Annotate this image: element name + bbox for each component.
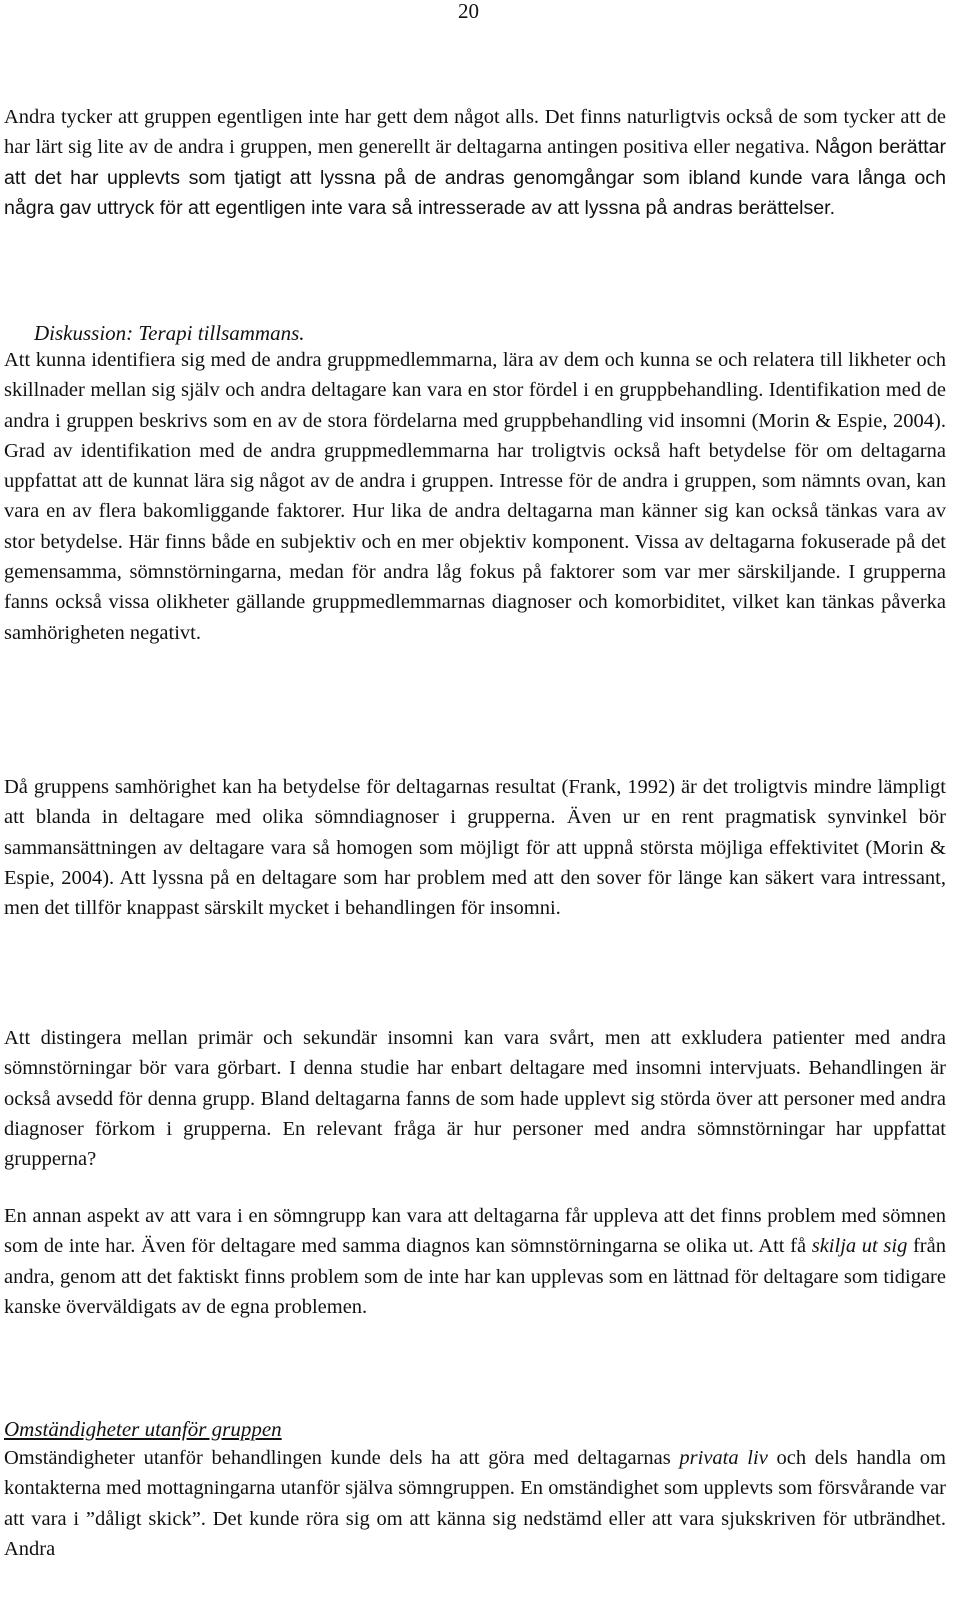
section-heading-omstandigheter: Omständigheter utanför gruppen — [4, 1417, 282, 1441]
section-heading-terapi-tillsammans: Diskussion: Terapi tillsammans. — [34, 321, 305, 345]
paragraph-5-text-start: En annan aspekt av att vara i en sömngrupp kan vara att deltagarna får uppleva att det finns problem med sömnen som de inte har. Även för deltagare med samma diagnos kan sömnstörningarna se olika ut. Att få — [4, 1205, 946, 1258]
paragraph-5-emphasis: skilja ut sig — [811, 1235, 908, 1258]
page-number: 20 — [458, 0, 479, 23]
paragraph-4: Att distingera mellan primär och sekundär insomni kan vara svårt, men att exkludera patienter med andra sömnstörningar bör vara görbart. I denna studie har enbart deltagare med insomni intervjuats. Behandlingen är också avsedd för denna grupp. Bland deltagarna fanns de som hade upplevt sig störda över att personer med andra diagnoser förkom i grupperna. En relevant fråga är hur personer med andra sömnstörningar har uppfattat grupperna? — [4, 1027, 946, 1171]
paragraph-5-text-end: från andra, genom att det faktiskt finns problem som de inte har kan upplevas som en lättnad för deltagare som tidigare kanske överväldigats av de egna problemen. — [4, 1235, 946, 1318]
paragraph-1-serif-text: Andra tycker att gruppen egentligen inte har gett dem något alls. Det finns naturligtvis också de som tycker att de har lärt sig lite av de andra i gruppen, men generellt är deltagarna antingen positiva eller negativa. — [4, 106, 946, 159]
paragraph-6-text-end: och dels handla om kontakterna med mottagningarna utanför själva sömngruppen. En omständighet som upplevts som försvårande var att vara i ”dåligt skick”. Det kunde röra sig om att känna sig nedstämd eller att vara sjukskriven för utbrändhet. Andra — [4, 1447, 946, 1560]
paragraph-6-text-start: Omständigheter utanför behandlingen kunde dels ha att göra med deltagarnas — [4, 1447, 680, 1469]
paragraph-6-emphasis: privata liv — [679, 1447, 768, 1469]
paragraph-2: Att kunna identifiera sig med de andra gruppmedlemmarna, lära av dem och kunna se och relatera till likheter och skillnader mellan sig själv och andra deltagare kan vara en stor fördel i en gruppbehandling. Identifikation med de andra i gruppen beskrivs som en av de stora fördelarna med gruppbehandling vid insomni (Morin & Espie, 2004). Grad av identifikation med de andra gruppmedlemmarna har troligtvis också haft betydelse för om deltagarna uppfattat att de kunnat lära sig något av de andra i gruppen. Intresse för de andra i gruppen, som nämnts ovan, kan vara en av flera bakomliggande faktorer. Hur lika de andra deltagarna man känner sig kan också tänkas vara av stor betydelse. Här finns både en subjektiv och en mer objektiv komponent. Vissa av deltagarna fokuserade på det gemensamma, sömnstörningarna, medan för andra låg fokus på faktorer som var mer särskiljande. I grupperna fanns också vissa olikheter gällande gruppmedlemmarnas diagnoser och komorbiditet, vilket kan tänkas påverka samhörigheten negativt. — [4, 349, 946, 644]
paragraph-3: Då gruppens samhörighet kan ha betydelse för deltagarnas resultat (Frank, 1992) är det troligtvis mindre lämpligt att blanda in deltagare med olika sömndiagnoser i grupperna. Även ur en rent pragmatisk synvinkel bör sammansättningen av deltagare vara så homogen som möjligt för att uppnå största möjliga effektivitet (Morin & Espie, 2004). Att lyssna på en deltagare som har problem med att den sover för länge kan säkert vara intressant, men det tillför knappast särskilt mycket i behandlingen för insomni. — [4, 776, 946, 920]
paragraph-5 — [4, 1201, 946, 1322]
paragraph-1 — [4, 102, 946, 223]
paragraph-6 — [4, 1443, 946, 1564]
paragraph-1-sans-text: Någon berättar att det har upplevts som tjatigt att lyssna på de andras genomgångar som ibland kunde vara långa och några gav uttryck för att egentligen inte vara så intresserade av att lyssna på andras berättelser. — [4, 136, 946, 219]
